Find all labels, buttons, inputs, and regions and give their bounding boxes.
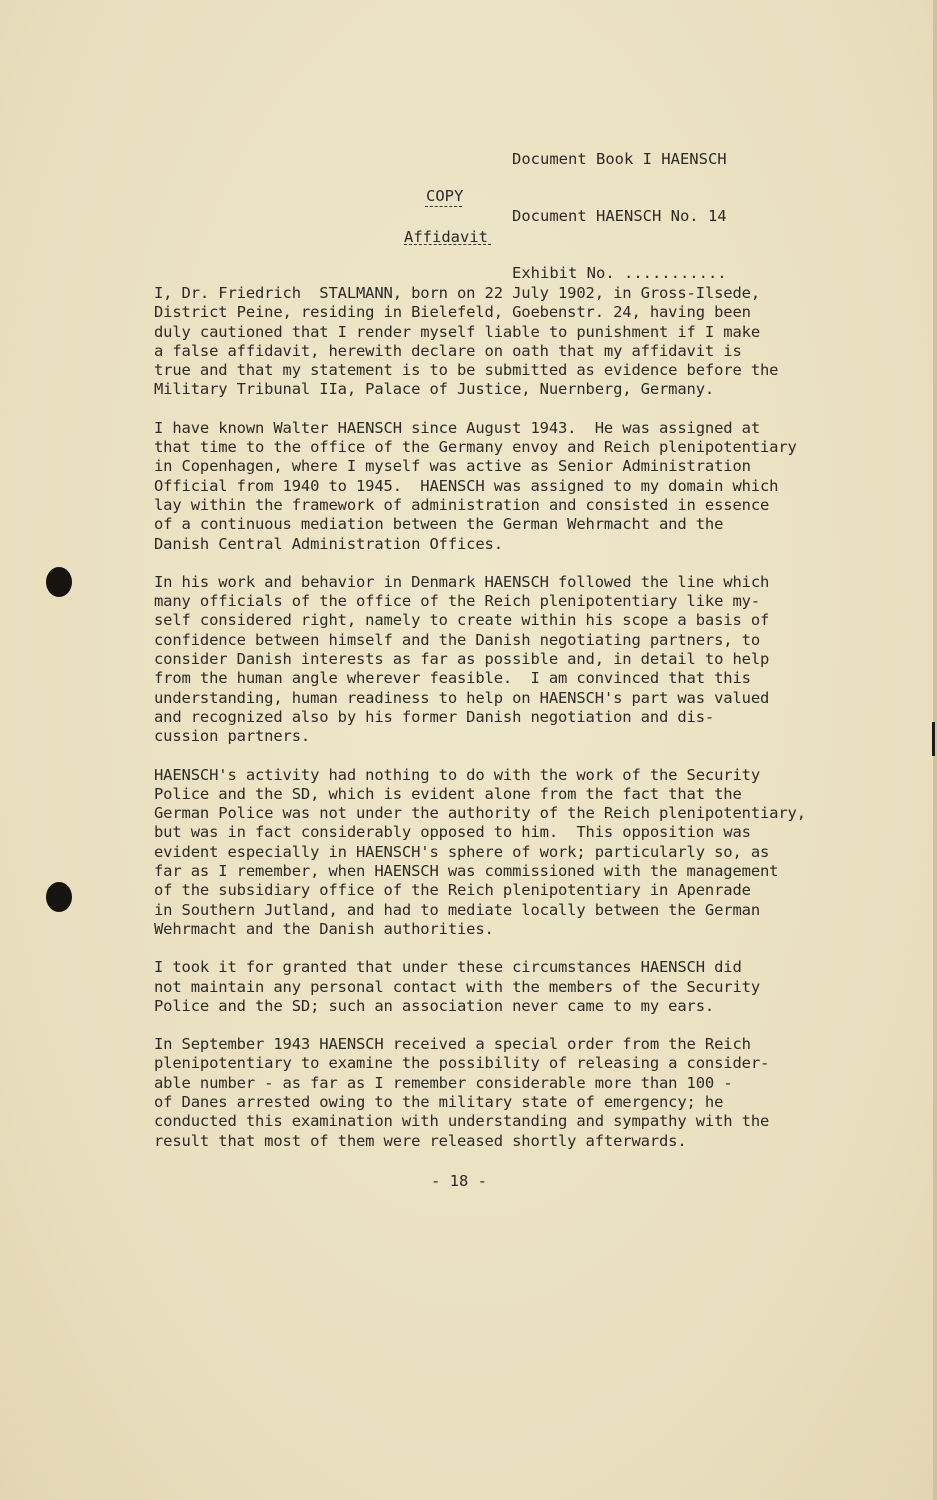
copy-title: COPY bbox=[426, 187, 464, 205]
paragraph-security-police: HAENSCH's activity had nothing to do with the work of the Security Police and the SD, which is evident alone from the fact that the German Police was not under the authority of the Reich plenipotentiary, but was in fact considerably opposed to him. This opposition was evident especially in HAENSCH's sphere of work; particularly so, as far as I remember, when HAENSCH was commissioned with the management of the subsidiary office of the Reich plenipotentiary in Apenrade in Southern Jutland, and had to mediate locally between the German Wehrmacht and the Danish authorities. bbox=[154, 765, 806, 938]
paragraph-conduct: In his work and behavior in Denmark HAENSCH followed the line which many officials of the office of the Reich plenipotentiary like my- self considered right, namely to create within his scope a basis of confidence between himself and the Danish negotiating partners, to consider Danish interests as far as possible and, in detail to help from the human angle wherever feasible. I am convinced that this understanding, human readiness to help on HAENSCH's part was valued and recognized also by his former Danish negotiation and dis- cussion partners. bbox=[154, 572, 770, 746]
paragraph-release-order: In September 1943 HAENSCH received a special order from the Reich plenipotentiary to examine the possibility of releasing a consider- able number - as far as I remember considerable more than 100 - of Danes arrested owing to the military state of emergency; he conducted this examination with understanding and sympathy with the result that most of them were released shortly afterwards. bbox=[154, 1035, 770, 1150]
copy-underline bbox=[425, 206, 462, 207]
header-exhibit-number: Exhibit No. ........... bbox=[512, 264, 727, 282]
affidavit-underline bbox=[404, 244, 491, 245]
paragraph-declaration: I, Dr. Friedrich STALMANN, born on 22 July 1902, in Gross-Ilsede, District Peine, residing in Bielefeld, Goebenstr. 24, having been duly cautioned that I render myself liable to punishment if I make a false affidavit, herewith declare on oath that my affidavit is true and that my statement is to be submitted as evidence before the Military Tribunal IIa, Palace of Justice, Nuernberg, Germany. bbox=[154, 284, 779, 399]
affidavit-title: Affidavit bbox=[404, 228, 488, 246]
paragraph-no-contact: I took it for granted that under these circumstances HAENSCH did not maintain any personal contact with the members of the Security Police and the SD; such an association never came to my ears. bbox=[154, 958, 760, 1015]
header-document-book: Document Book I HAENSCH bbox=[512, 150, 727, 168]
paragraph-acquaintance: I have known Walter HAENSCH since August 1943. He was assigned at that time to the office of the Germany envoy and Reich plenipotentiary in Copenhagen, where I myself was active as Senior Administration Official from 1940 to 1945. HAENSCH was assigned to my domain which lay within the framework of administration and consisted in essence of a continuous mediation between the German Wehrmacht and the Danish Central Administration Offices. bbox=[154, 418, 797, 553]
edge-mark bbox=[932, 722, 935, 756]
header-document-number: Document HAENSCH No. 14 bbox=[512, 207, 727, 225]
document-body bbox=[154, 284, 844, 1170]
punch-hole-top bbox=[46, 567, 72, 597]
page-number: - 18 - bbox=[431, 1172, 487, 1190]
punch-hole-bottom bbox=[46, 882, 72, 912]
